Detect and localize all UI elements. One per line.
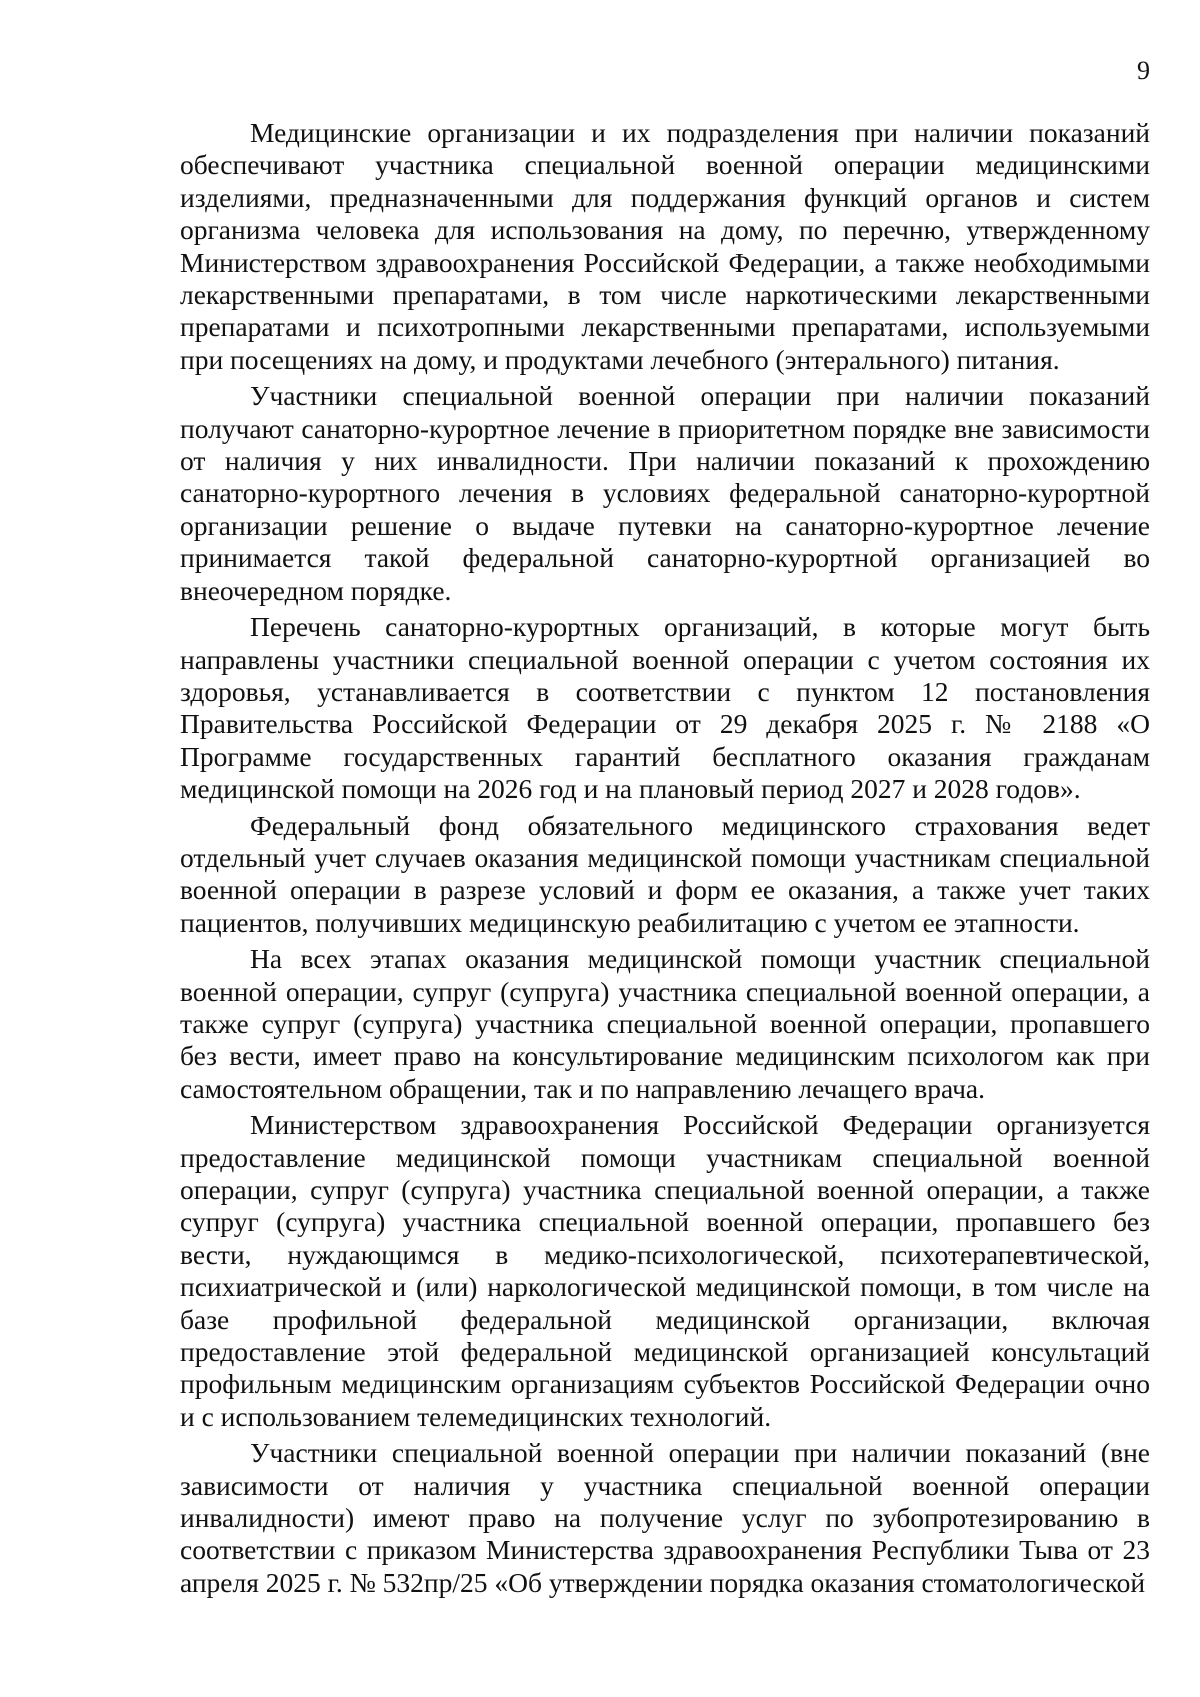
paragraph-7: Участники специальной военной операции при наличии показаний (вне зависимости от наличия у участника специальной военной операции инвалидности) имеют право на получение услуг по зубопротезированию в соответствии с приказом Министерства здравоохранения Республики Тыва от 23 апреля 2025 г. № 532пр/25 «Об утверждении порядка оказания стоматологической: [180, 1437, 1150, 1598]
paragraph-6: Министерством здравоохранения Российской Федерации организуется предоставление медицинской помощи участникам специальной военной операции, супруг (супруга) участника специальной военной операции, а также супруг (супруга) участника специальной военной операции, пропавшего без вести, нуждающимся в медико-психологической, психотерапевтической, психиатрической и (или) наркологической медицинской помощи, в том числе на базе профильной федеральной медицинской организации, включая предоставление этой федеральной медицинской организацией консультаций профильным медицинским организациям субъектов Российской Федерации очно и с использованием телемедицинских технологий.: [180, 1109, 1150, 1432]
paragraph-2: Участники специальной военной операции при наличии показаний получают санаторно-курортное лечение в приоритетном порядке вне зависимости от наличия у них инвалидности. При наличии показаний к прохождению санаторно-курортного лечения в условиях федеральной санаторно-курортной организации решение о выдаче путевки на санаторно-курортное лечение принимается такой федеральной санаторно-курортной организацией во внеочередном порядке.: [180, 380, 1150, 606]
document-body: [180, 117, 1150, 1603]
page-number: 9: [1137, 56, 1150, 85]
paragraph-4: Федеральный фонд обязательного медицинского страхования ведет отдельный учет случаев оказания медицинской помощи участникам специальной военной операции в разрезе условий и форм ее оказания, а также учет таких пациентов, получивших медицинскую реабилитацию с учетом ее этапности.: [180, 809, 1150, 938]
paragraph-5: На всех этапах оказания медицинской помощи участник специальной военной операции, супруг (супруга) участника специальной военной операции, а также супруг (супруга) участника специальной военной операции, пропавшего без вести, имеет право на консультирование медицинским психологом как при самостоятельном обращении, так и по направлению лечащего врача.: [180, 943, 1150, 1104]
paragraph-1: Медицинские организации и их подразделения при наличии показаний обеспечивают участника специальной военной операции медицинскими изделиями, предназначенными для поддержания функций органов и систем организма человека для использования на дому, по перечню, утвержденному Министерством здравоохранения Российской Федерации, а также необходимыми лекарственными препаратами, в том числе наркотическими лекарственными препаратами и психотропными лекарственными препаратами, используемыми при посещениях на дому, и продуктами лечебного (энтерального) питания.: [180, 117, 1150, 375]
paragraph-3: Перечень санаторно-курортных организаций, в которые могут быть направлены участники специальной военной операции с учетом состояния их здоровья, устанавливается в соответствии с пунктом 12 постановления Правительства Российской Федерации от 29 декабря 2025 г. № 2188 «О Программе государственных гарантий бесплатного оказания гражданам медицинской помощи на 2026 год и на плановый период 2027 и 2028 годов».: [180, 611, 1150, 805]
